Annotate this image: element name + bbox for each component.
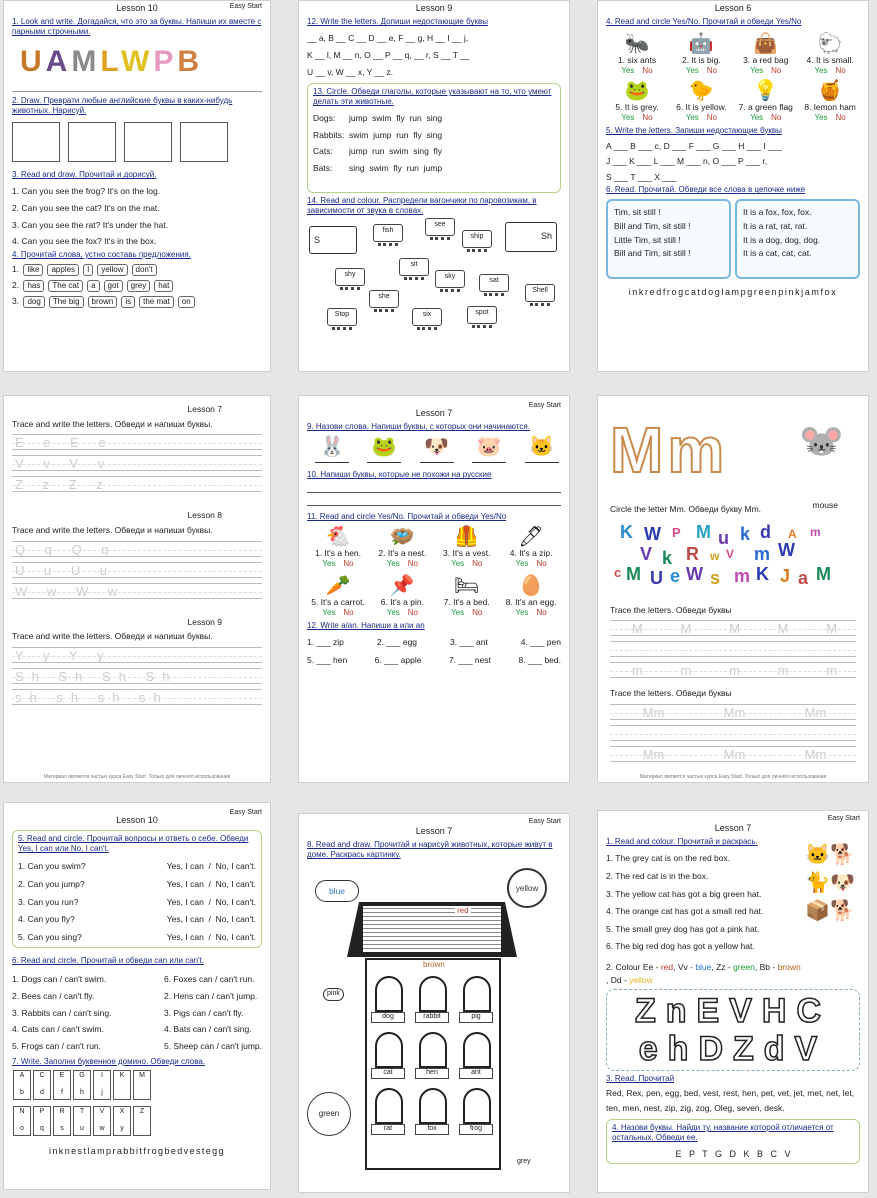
verbs-box: 13. Circle. Обведи глаголы, которые указывают на то, что умеют делать эти животные. Dogs: jump swim fly run sing Rabbits: swim jump run fly sing Cats: jump run swim sing fly Bats: sing swim fly run jump <box>307 83 561 193</box>
page-title: Lesson 10 <box>116 815 158 825</box>
frog-icon: 🐸 <box>624 79 650 102</box>
draw-boxes <box>12 122 262 165</box>
bubble-letters: ZnEVHC ehDZdV <box>606 989 860 1071</box>
trace-line: Y y Y y <box>12 647 262 663</box>
a-an-row-1: 1. ___ zip 2. ___ egg 3. ___ ant 4. ___ pen <box>307 636 561 647</box>
trace-line <box>610 725 856 741</box>
trace-line: Q q Q q <box>12 541 262 557</box>
room-label: rat <box>371 1124 405 1135</box>
cloud-icon: blue <box>315 880 359 902</box>
house-label: brown <box>423 960 445 970</box>
task-3: 3. Read. Прочитай <box>606 1074 675 1084</box>
colour-instruction-2: , Dd - yellow <box>606 974 653 985</box>
worksheet-lesson10-b <box>3 802 271 1190</box>
vest-icon: 🦺 <box>454 526 480 549</box>
mouse-icon: 🐭 <box>799 420 844 461</box>
train-s: S <box>309 226 357 254</box>
wagon: shy <box>335 268 365 286</box>
room-label: fox <box>415 1124 449 1135</box>
wagon: spot <box>467 306 497 324</box>
yes-no-row-1: 🐔 1. It's a hen. Yes No 🪺 2. It's a nest. Yes No 🦺 3. It's a vest. Yes No 🖊 4. It's a zip. Yes No <box>314 526 553 568</box>
task-11: 11. Read and circle Yes/No. Прочитай и обведи Yes/No <box>307 512 507 522</box>
task-8: 8. Read and draw. Прочитай и нарисуй животных, которые живут в доме. Раскрась картинку. <box>307 840 553 860</box>
worksheet-lesson7-a <box>298 395 570 783</box>
easy-start-label: Easy Start <box>528 402 561 409</box>
wagon: Stop <box>327 308 357 326</box>
task-5: 5. Write the letters. Запиши недостающие буквы <box>606 125 782 135</box>
task-9: 9. Назови слова. Напиши буквы, с которых они начинаются. <box>307 422 530 432</box>
question-4: 4. Can you see the fox? It's in the box. <box>12 236 157 247</box>
big-mm: Mm <box>610 414 729 486</box>
cats-dogs-icons: 🐱🐕 🐈🐶 📦🐕 <box>805 844 855 922</box>
room-label: pig <box>459 1012 493 1023</box>
wagon: fish <box>373 224 403 242</box>
zip-icon: 🖊 <box>518 526 544 549</box>
hen-icon: 🐔 <box>325 526 351 549</box>
task-12: 12. Write the letters. Допиши недостающие буквы <box>307 17 488 27</box>
lesson9-title: Lesson 9 <box>187 616 222 627</box>
lamp-icon: 💡 <box>753 79 779 102</box>
task-10: 10. Напиши буквы, которые не похожи на русские <box>307 470 492 480</box>
easy-start-label: Easy Start <box>528 818 561 825</box>
word-row-3: 3. dog The big brown is the mat on <box>12 296 262 308</box>
roof-label: red <box>457 906 469 916</box>
worksheet-house <box>298 813 570 1193</box>
sun-icon: yellow <box>507 868 547 908</box>
animal-letters: UAMLWPB <box>20 45 204 79</box>
word-row-2: 2. has The cat a got grey hat <box>12 280 262 292</box>
trace-instruction-2: Trace the letters. Обведи буквы <box>610 688 732 699</box>
domino-row-1: A b C d E f G h I j K M <box>12 1069 262 1104</box>
question-1: 1. Can you see the frog? It's on the log. <box>12 186 161 197</box>
trace-line <box>610 641 856 657</box>
a-an-row-2: 5. ___ hen 6. ___ apple 7. ___ nest 8. ___ bed. <box>307 655 561 666</box>
letter-chain: inkredfrogcatdoglampgreenpinkjamfox <box>628 287 838 298</box>
carrot-icon: 🥕 <box>325 574 351 597</box>
trace-line: Mm Mm Mm <box>610 704 856 720</box>
wagon: six <box>412 308 442 326</box>
bag-icon: 👜 <box>753 33 779 56</box>
task-7: 7. Write. Заполни буквенное домино. Обведи слова. <box>12 1056 206 1066</box>
trace-line: U u U u <box>12 562 262 578</box>
find-box: 4. Назови буквы. Найди ту, название которой отличается от остальных. Обведи ее. E P T G D K B C V <box>606 1119 860 1164</box>
letters-line-1: A ___ B ___ c, D ___ F ___ G ___ H ___ I ___ <box>606 140 783 151</box>
task-6: 6. Read. Прочитай. Обведи все слова в цепочке ниже <box>606 185 806 195</box>
sentence: 5. The small grey dog has got a pink hat. <box>606 923 760 934</box>
question-2: 2. Can you see the cat? It's on the mat. <box>12 203 160 213</box>
easy-start-label: Easy Start <box>229 3 262 10</box>
tree-label: green <box>307 1092 351 1136</box>
task-4: 4. Read and circle Yes/No. Прочитай и обведи Yes/No <box>606 17 802 27</box>
yes-no-row-1: 🐜 1. six ants Yes No 🤖 2. It is big. Yes No 👜 3. a red bag Yes No 🐑 4. It is small. Yes No <box>617 33 854 75</box>
easy-start-label: Easy Start <box>229 809 262 816</box>
lesson8-title: Lesson 8 <box>187 510 222 521</box>
worksheet-lesson10-a <box>3 0 271 372</box>
trace-line: M M M M M <box>610 620 856 636</box>
trace-line: sh sh sh sh <box>12 689 262 705</box>
trace-line: m m m m m <box>610 662 856 678</box>
trace-line: Z z Z z <box>12 476 262 492</box>
sentence: 1. The grey cat is on the red box. <box>606 853 731 864</box>
frog-icon: 🐸 <box>371 436 397 459</box>
wagon: sit <box>399 258 429 276</box>
room-label: frog <box>459 1124 493 1135</box>
footer: Материал является частью курса Easy Start. Только для личного использования <box>43 773 231 780</box>
letters-line-2: K __ l, M __ n, O __ P __ q, __ r, S __ T __ <box>307 49 470 60</box>
letter-cloud: K W P M u k d A m V k R w V m W c M U e W s m K J a M <box>614 521 831 588</box>
lesson7-title: Lesson 7 <box>187 404 222 414</box>
rabbit-icon: 🐰 <box>319 436 345 459</box>
nest-icon: 🪺 <box>389 526 415 549</box>
sentence: 6. The big red dog has got a yellow hat. <box>606 941 755 952</box>
wagon: see <box>425 218 455 236</box>
poems: Tim, sit still ! Bill and Tim, sit still ! Little Tim, sit still ! Bill and Tim, sit still ! It is a fox, fox, fox. It is a rat, rat, rat. It is a dog, dog, dog. It is a cat, cat, cat. <box>606 199 860 279</box>
task-1: 1. Read and colour. Прочитай и раскрась. <box>606 837 758 847</box>
sentence: 2. The red cat is in the box. <box>606 870 709 881</box>
task-3: 3. Read and draw. Прочитай и дорисуй. <box>12 170 157 180</box>
animal-faces <box>307 436 561 467</box>
worksheet-trace-7-8-9 <box>3 395 271 783</box>
page-title: Lesson 6 <box>714 3 752 13</box>
task-12: 12. Write a/an. Напиши a или an <box>307 620 425 630</box>
bird-label: pink <box>323 988 344 1001</box>
stairs-label: grey <box>517 1158 531 1166</box>
page-title: Lesson 7 <box>415 408 453 418</box>
trains-area <box>307 218 561 338</box>
letters-line-3: U __ v, W __ x, Y __ z. <box>307 66 393 77</box>
room-label: ant <box>459 1068 493 1079</box>
wagon: sky <box>435 270 465 288</box>
bed-icon: 🛏 <box>454 574 480 597</box>
pig-icon: 🐷 <box>476 436 502 459</box>
egg-icon: 🥚 <box>518 574 544 597</box>
room-label: cat <box>371 1068 405 1079</box>
read-words: Red, Rex, pen, egg, bed, vest, rest, hen, pet, vet, jet, met, net, let, ten, men, nest, zip, zig, zog, Oleg, seven, desk. <box>606 1088 855 1113</box>
ants-icon: 🐜 <box>624 33 650 56</box>
page-title: Lesson 10 <box>116 3 158 13</box>
circle-instruction: Circle the letter Mm. Обведи букву Mm. <box>610 504 762 514</box>
letters-line-2: J ___ K ___ L ___ M ___ n, O ___ P ___ r, <box>606 156 768 167</box>
trace-line: W w W w <box>12 583 262 599</box>
room-label: hen <box>415 1068 449 1079</box>
task-1: 1. Look and write. Догадайся, что это за буквы. Напиши их вместе с парными строчными. <box>12 17 262 37</box>
mouse-label: mouse <box>812 500 838 510</box>
can-box: 5. Read and circle. Прочитай вопросы и ответь о себе. Обведи Yes, I can или No, I can't. 1. Can you swim? Yes, I can / No, I can't. 2. Can you jump? Yes, I can / No, I can't. 3. Can you run? Yes, I can / No, I can't. 4. Can you fly? Yes, I can / No, I can't. 5. Can you sing? Yes, I can / No, I can't. <box>12 830 262 948</box>
wagon: sat <box>479 274 509 292</box>
yes-no-row-2: 🥕 5. It's a carrot. Yes No 📌 6. It's a pin. Yes No 🛏 7. It's a bed. Yes No 🥚 8. It's an egg. Yes No <box>311 574 557 617</box>
trace-line: Sh Sh Sh Sh <box>12 668 262 684</box>
house-scene <box>307 862 561 1172</box>
trace-line: V v V v <box>12 455 262 471</box>
sheep-icon: 🐑 <box>817 33 843 56</box>
cat-icon: 🐱 <box>529 436 554 459</box>
page-title: Lesson 7 <box>415 826 453 836</box>
trace-line: Mm Mm Mm <box>610 746 856 762</box>
letters-line-3: S ___ T ___ X ___ <box>606 171 677 182</box>
lesson7-instruction: Trace and write the letters. Обведи и напиши буквы. <box>12 418 213 429</box>
worksheet-lesson7-b <box>597 810 869 1193</box>
room-label: rabbit <box>415 1012 449 1023</box>
colour-instruction: 2. Colour Ee - red, Vv - blue, Zz - green, Bb - brown <box>606 962 801 972</box>
letters-line-1: __ a, B __ C __ D __ e, F __ g, H __ I __ j, <box>307 33 469 44</box>
task-6: 6. Read and circle. Прочитай и обведи can или can't. <box>12 956 205 966</box>
pin-icon: 📌 <box>389 574 415 597</box>
task-2: 2. Draw. Преврати любые английские буквы в каких-нибудь животных. Нарисуй. <box>12 95 233 115</box>
can-list: 1. Dogs can / can't swim. 2. Bees can / can't fly. 3. Rabbits can / can't sing. 4. Cats can / can't swim. 5. Frogs can / can't run. 6. Foxes can / can't run. 2. Hens can / can't jump. 3. Pigs can / can't fly. 4. Bats can / can't sing. 5. Sheep can / can't jump. <box>12 974 262 1051</box>
yes-no-row-2: 🐸 5. It is grey. Yes No 🐤 6. It is yellow. Yes No 💡 7. a green flag Yes No 🍯 8. lemon ham Yes No <box>615 79 856 122</box>
page-title: Lesson 9 <box>415 3 453 13</box>
dog-icon: 🐶 <box>424 436 450 459</box>
page-title: Lesson 7 <box>714 823 752 833</box>
sentence: 3. The yellow cat has got a big green hat. <box>606 888 762 899</box>
question-3: 3. Can you see the rat? It's under the hat. <box>12 219 169 230</box>
letter-chain: inknestlamprabbitfrogbedvestegg <box>49 1145 225 1156</box>
easy-start-label: Easy Start <box>827 815 860 822</box>
chick-icon: 🐤 <box>688 79 714 102</box>
worksheet-lesson6 <box>597 0 869 372</box>
jar-icon: 🍯 <box>817 79 843 102</box>
task-4: 4. Прочитай слова, устно составь предложения. <box>12 249 191 259</box>
robot-icon: 🤖 <box>688 33 714 56</box>
room-label: dog <box>371 1012 405 1023</box>
lesson8-instruction: Trace and write the letters. Обведи и напиши буквы. <box>12 524 213 535</box>
task-14: 14. Read and colour. Распредели вагончики по паровозикам, в зависимости от звука в словах. <box>307 196 537 216</box>
sentence: 4. The orange cat has got a small red hat. <box>606 906 764 917</box>
trace-line: E e E e <box>12 434 262 450</box>
footer: Материал является частью курса Easy Start. Только для личного использования <box>639 773 827 780</box>
word-row-1: 1. like apples I yellow don't <box>12 264 262 276</box>
domino-row-2: N o P q R s T u V w X y Z <box>12 1105 262 1140</box>
train-sh: Sh <box>505 222 557 252</box>
wagon: she <box>369 290 399 308</box>
worksheet-letter-m <box>597 395 869 783</box>
wagon: ship <box>462 230 492 248</box>
wagon: Shell <box>525 284 555 302</box>
lesson9-instruction: Trace and write the letters. Обведи и напиши буквы. <box>12 631 213 642</box>
worksheet-lesson9 <box>298 0 570 372</box>
trace-instruction-1: Trace the letters. Обведи буквы <box>610 604 732 615</box>
